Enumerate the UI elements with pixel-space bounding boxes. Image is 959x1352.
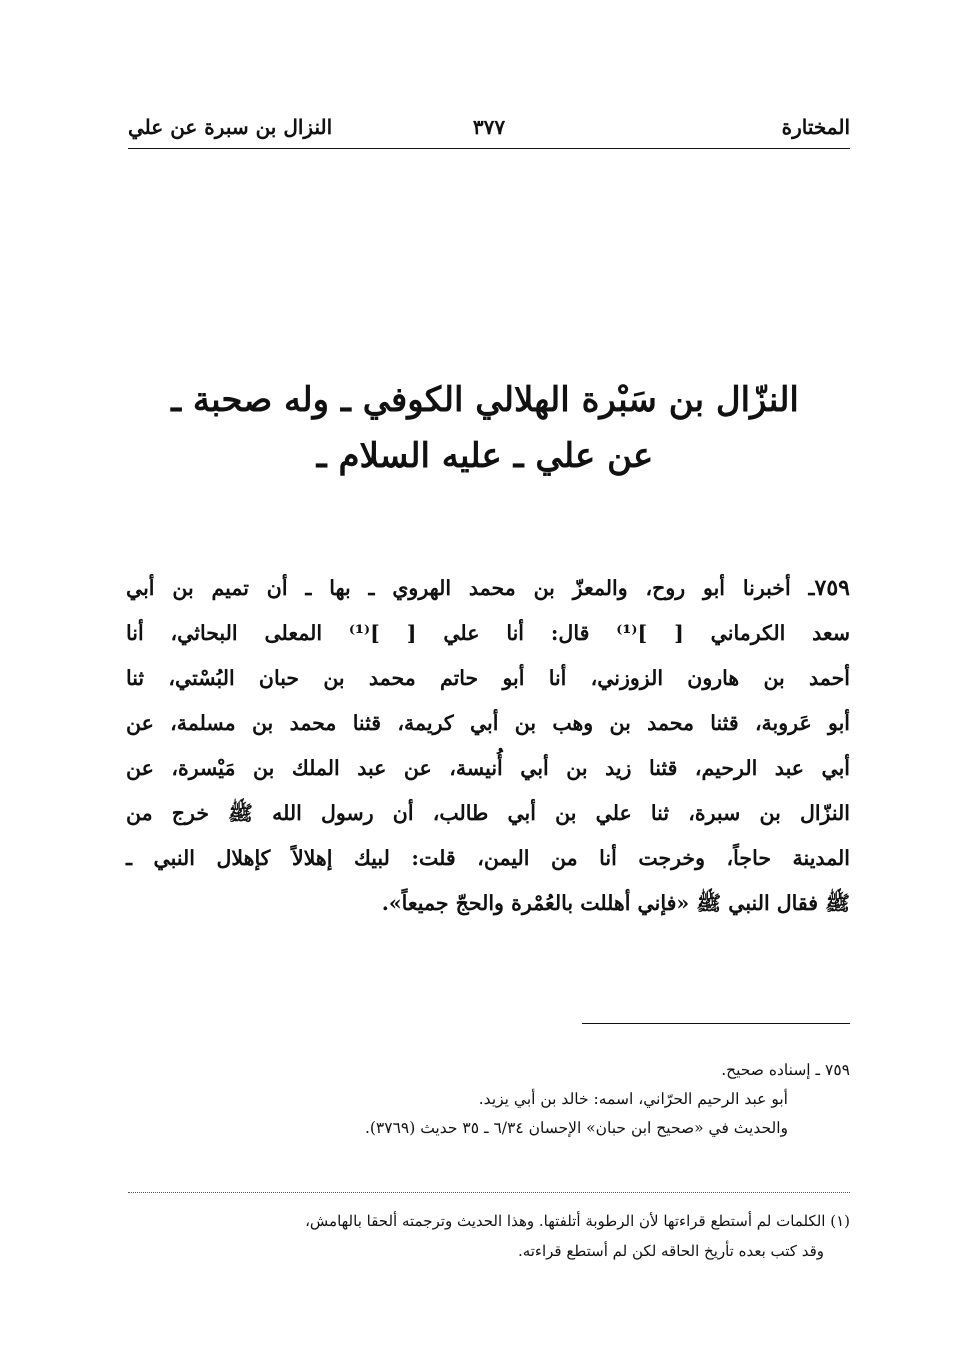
hadith-line-1-text: ـ أخبرنا أبو روح، والمعزّ بن محمد الهروي ـ بها ـ أن تميم بن أبي — [126, 576, 815, 600]
header-rule — [128, 148, 850, 149]
note-line-1: ٧٥٩ ـ إسناده صحيح. — [721, 1061, 850, 1079]
chapter-title: النزال بن سبرة عن علي — [128, 115, 333, 139]
hadith-number: ٧٥٩ — [814, 575, 850, 601]
note-line-3: والحديث في «صحيح ابن حبان» الإحسان ٦/٣٤ ـ ٣٥ حديث (٣٧٦٩). — [364, 1119, 788, 1137]
section-title-line-2: عن علي ـ عليه السلام ـ — [316, 436, 654, 476]
hadith-text — [126, 566, 850, 926]
note-line-2: أبو عبد الرحيم الحرّاني، اسمه: خالد بن أبي يزيد. — [478, 1090, 788, 1108]
footnote-line-2: وقد كتب بعده تأريخ الحاقه لكن لم أستطع قراءته. — [517, 1242, 824, 1260]
book-title: المختارة — [781, 115, 850, 139]
hadith-line-3: أحمد بن هارون الزوزني، أنا أبو حاتم محمد بن حبان البُسْتي، ثنا — [126, 666, 850, 690]
hadith-line-7: المدينة حاجاً، وخرجت أنا من اليمن، قلت: لبيك إهلالاً كإهلال النبي ـ — [126, 846, 850, 870]
hadith-line-1 — [126, 566, 850, 611]
commentary-notes — [180, 1056, 850, 1143]
section-title-line-1: النزّال بن سَبْرة الهلالي الكوفي ـ وله صحبة ـ — [171, 380, 799, 420]
footnote — [126, 1206, 850, 1266]
footnote-line-1: (١) الكلمات لم أستطع قراءتها لأن الرطوبة أتلفتها. وهذا الحديث وترجمته ألحقا بالهامش، — [305, 1212, 850, 1230]
hadith-line-2: سعد الكرماني [ ]⁽¹⁾ قال: أنا علي [ ]⁽¹⁾ المعلى البحاثي، أنا — [126, 621, 850, 645]
hadith-line-4: أبو عَروبة، قثنا محمد بن وهب بن أبي كريمة، قثنا محمد بن مسلمة، عن — [126, 711, 850, 735]
section-title — [120, 372, 850, 484]
notes-separator — [582, 1023, 850, 1024]
running-head — [128, 114, 850, 148]
footnote-separator — [128, 1192, 850, 1193]
hadith-line-6: النزّال بن سبرة، ثنا علي بن أبي طالب، أن رسول الله ﷺ خرج من — [126, 801, 850, 825]
hadith-line-8: ﷺ فقال النبي ﷺ «فإني أهللت بالعُمْرة والحجّ جميعاً». — [381, 891, 850, 915]
page-number: ٣٧٧ — [472, 115, 506, 139]
hadith-line-5: أبي عبد الرحيم، قثنا زيد بن أبي أُنيسة، عن عبد الملك بن مَيْسرة، عن — [126, 756, 850, 780]
